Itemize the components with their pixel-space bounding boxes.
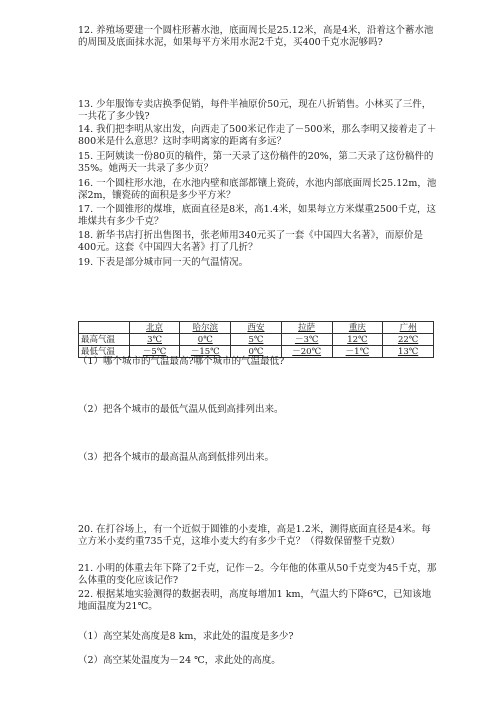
- table-cell: 0℃: [180, 334, 231, 346]
- table-cell: 0℃: [231, 346, 282, 358]
- table-header-row: [79, 322, 434, 334]
- question-19-part-2: （2）把各个城市的最低气温从低到高排列出来。: [78, 404, 284, 415]
- question-20: 20. 在打谷场上，有一个近似于圆锥的小麦堆，高是1.2米，测得底面直径是4米。每立方米小麦约重735千克，这堆小麦大约有多少千克？（得数保留整千克数）: [78, 524, 431, 548]
- question-22: 22. 根据某地实验测得的数据表明，高度每增加1 km，气温大约下降6℃，已知该地地面温度为21℃。: [78, 589, 432, 613]
- question-22-part-2: （2）高空某处温度为－24 ℃，求此处的高度。: [78, 655, 281, 666]
- table-cell: －15℃: [180, 346, 231, 358]
- city-header-beijing: 北京: [129, 322, 180, 334]
- table-cell: 5℃: [231, 334, 282, 346]
- city-header-harbin: 哈尔滨: [180, 322, 231, 334]
- table-cell: －3℃: [281, 334, 332, 346]
- question-19: 19. 下表是部分城市同一天的气温情况。: [78, 257, 249, 268]
- question-16: 16. 一个圆柱形水池，在水池内壁和底部都镶上瓷砖，水池内部底面周长25.12m，池深2m，镶瓷砖的面积是多少平方米？: [78, 178, 437, 202]
- city-header-chongqing: 重庆: [332, 322, 383, 334]
- question-21: 21. 小明的体重去年下降了2千克，记作－2。今年他的体重从50千克变为45千克，那么体重的变化应该记作?: [78, 563, 437, 587]
- city-header-xian: 西安: [231, 322, 282, 334]
- table-cell: 13℃: [383, 346, 434, 358]
- table-cell: 3℃: [129, 334, 180, 346]
- city-header-lhasa: 拉萨: [281, 322, 332, 334]
- question-13: 13. 少年服饰专卖店换季促销，每件半袖原价50元，现在八折销售。小林买了三件，一共花了多少钱?: [78, 99, 432, 123]
- question-15: 15. 王阿姨读一份80页的稿件，第一天录了这份稿件的20%，第二天录了这份稿件的35%。她两天一共录了多少页？: [78, 151, 434, 175]
- question-22-part-1: （1）高空某处高度是8 km，求此处的温度是多少?: [78, 631, 294, 642]
- question-18: 18. 新华书店打折出售图书，张老师用340元买了一套《中国四大名著》，而原价是400元。这套《中国四大名著》打了几折？: [78, 230, 424, 254]
- table-cell: －1℃: [332, 346, 383, 358]
- question-12: 12. 养殖场要建一个圆柱形蓄水池，底面周长是25.12米，高是4米，沿着这个蓄水池的周围及底面抹水泥，如果每平方米用水泥2千克，买400千克水泥够吗?: [78, 25, 434, 49]
- question-19-part-1: （1）哪个城市的气温最高?哪个城市的气温最低?: [78, 356, 285, 367]
- question-17: 17. 一个圆锥形的煤堆，底面直径是8米，高1.4米，如果每立方米煤重2500千克，这堆煤共有多少千克？: [78, 204, 436, 228]
- table-row-max-temp: [79, 334, 434, 346]
- table-cell: －20℃: [281, 346, 332, 358]
- city-header-guangzhou: 广州: [383, 322, 434, 334]
- question-14: 14. 我们把李明从家出发，向西走了500米记作走了－500米，那么李明又接着走了＋800米是什么意思？这时李明离家的距离有多远？: [78, 124, 437, 148]
- table-corner-cell: [79, 322, 130, 334]
- table-cell: －5℃: [129, 346, 180, 358]
- table-cell: 22℃: [383, 334, 434, 346]
- temperature-table: [78, 321, 434, 358]
- question-19-part-3: （3）把各个城市的最高温从高到低排列出来。: [78, 452, 275, 463]
- row-label-min: 最低气温: [79, 346, 130, 358]
- table-cell: 12℃: [332, 334, 383, 346]
- row-label-max: 最高气温: [79, 334, 130, 346]
